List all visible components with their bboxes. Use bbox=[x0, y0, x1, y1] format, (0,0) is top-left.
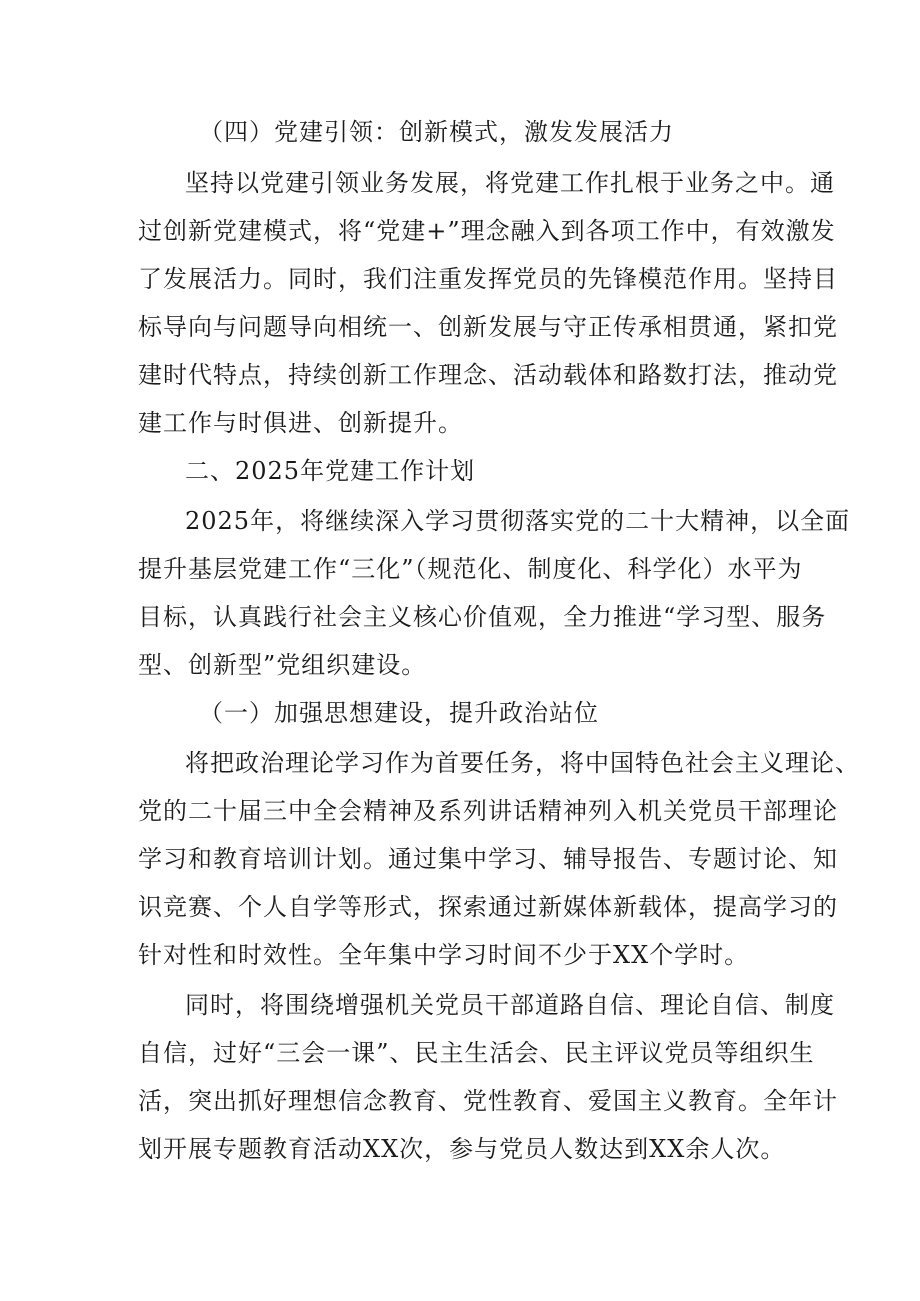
section-1-heading: （一）加强思想建设，提升政治站位 bbox=[199, 699, 599, 727]
part-2-line-3: 目标，认真践行社会主义核心价值观，全力推进“学习型、服务 bbox=[138, 603, 827, 631]
section-1-para-1-line-5: 针对性和时效性。全年集中学习时间不少于XX个学时。 bbox=[138, 941, 750, 969]
section-4-line-5: 建时代特点，持续创新工作理念、活动载体和路数打法，推动党 bbox=[138, 361, 838, 389]
part-2-line-2: 提升基层党建工作“三化”（规范化、制度化、科学化）水平为 bbox=[138, 555, 803, 583]
section-1-para-2-line-1: 同时，将围绕增强机关党员干部道路自信、理论自信、制度 bbox=[185, 991, 835, 1019]
section-4-line-1: 坚持以党建引领业务发展，将党建工作扎根于业务之中。通 bbox=[185, 169, 835, 197]
section-1-para-1-line-3: 学习和教育培训计划。通过集中学习、辅导报告、专题讨论、知 bbox=[138, 845, 838, 873]
section-4-line-6: 建工作与时俱进、创新提升。 bbox=[138, 409, 463, 437]
section-4-line-2: 过创新党建模式，将“党建+”理念融入到各项工作中，有效激发 bbox=[138, 217, 836, 245]
part-2-line-1: 2025年，将继续深入学习贯彻落实党的二十大精神，以全面 bbox=[185, 507, 851, 535]
section-1-para-2-line-4: 划开展专题教育活动XX次，参与党员人数达到XX余人次。 bbox=[138, 1135, 786, 1163]
section-4-line-4: 标导向与问题导向相统一、创新发展与守正传承相贯通，紧扣党 bbox=[138, 313, 838, 341]
part-2-line-4: 型、创新型”党组织建设。 bbox=[138, 651, 427, 679]
part-2-heading: 二、2025年党建工作计划 bbox=[185, 457, 476, 485]
section-1-para-2-line-2: 自信，过好“三会一课”、民主生活会、民主评议党员等组织生 bbox=[138, 1039, 815, 1067]
section-1-para-2-line-3: 活，突出抓好理想信念教育、党性教育、爱国主义教育。全年计 bbox=[138, 1087, 838, 1115]
section-4-line-3: 了发展活力。同时，我们注重发挥党员的先锋模范作用。坚持目 bbox=[138, 265, 838, 293]
section-1-para-1-line-2: 党的二十届三中全会精神及系列讲话精神列入机关党员干部理论 bbox=[138, 797, 838, 825]
section-4-heading: （四）党建引领：创新模式，激发发展活力 bbox=[199, 118, 674, 146]
section-1-para-1-line-1: 将把政治理论学习作为首要任务，将中国特色社会主义理论、 bbox=[185, 749, 860, 777]
section-1-para-1-line-4: 识竞赛、个人自学等形式，探索通过新媒体新载体，提高学习的 bbox=[138, 893, 838, 921]
